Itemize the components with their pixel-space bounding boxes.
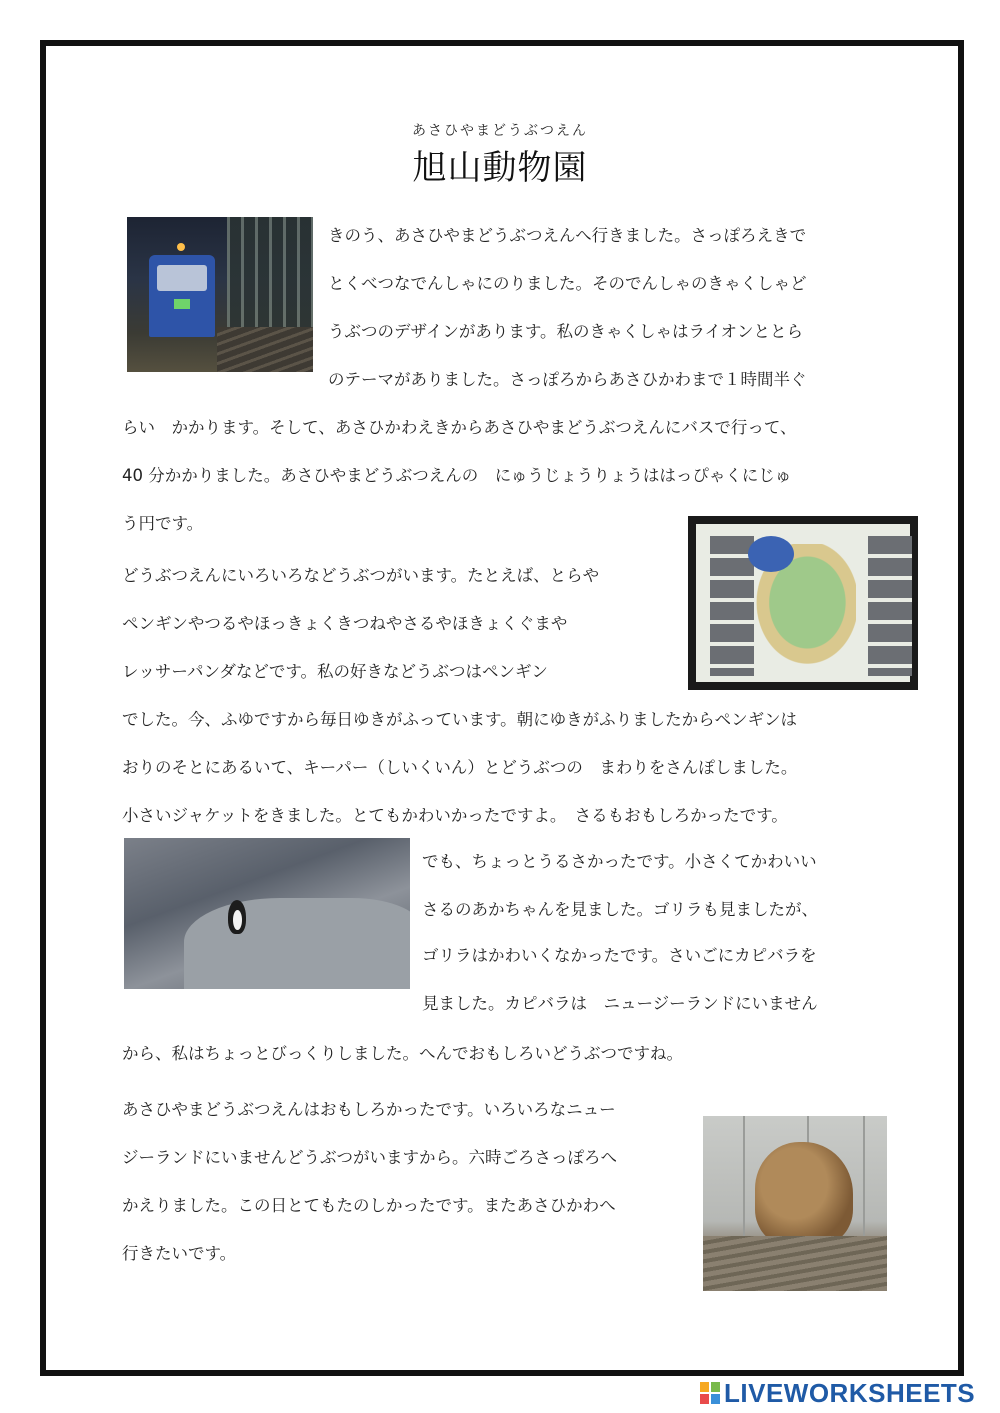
brand-icon (700, 1382, 720, 1404)
text-line: 見ました。カピバラは ニュージーランドにいません (422, 994, 818, 1013)
text-line: きのう、あさひやまどうぶつえんへ行きました。さっぽろえきで (328, 226, 807, 245)
text-line: でも、ちょっとうるさかったです。小さくてかわいい (422, 852, 817, 871)
text-line: らい かかります。そして、あさひかわえきからあさひやまどうぶつえんにバスで行って、 (122, 418, 797, 437)
liveworksheets-logo (700, 1378, 995, 1408)
train-photo (127, 217, 313, 372)
text-line: さるのあかちゃんを見ました。ゴリラも見ましたが、 (422, 900, 818, 919)
text-line: 行きたいです。 (122, 1244, 237, 1263)
text-line: かえりました。この日とてもたのしかったです。またあさひかわへ (122, 1196, 616, 1215)
text-line: う円です。 (122, 514, 204, 533)
text-line: どうぶつえんにいろいろなどうぶつがいます。たとえば、とらや (122, 566, 600, 585)
brand-name: LIVEWORKSHEETS (724, 1377, 976, 1408)
text-line: レッサーパンダなどです。私の好きなどうぶつはペンギン (122, 662, 548, 681)
text-line: ペンギンやつるやほっきょくきつねやさるやほきょくぐまや (122, 614, 568, 633)
penguin-photo (124, 838, 410, 989)
text-line: とくべつなでんしゃにのりました。そのでんしゃのきゃくしゃど (328, 274, 807, 293)
capybara-photo (703, 1116, 887, 1291)
text-line: あさひやまどうぶつえんはおもしろかったです。いろいろなニュー (122, 1100, 616, 1119)
text-line: ジーランドにいませんどうぶつがいますから。六時ごろさっぽろへ (122, 1148, 617, 1167)
zoo-map-photo (688, 516, 918, 690)
text-line: から、私はちょっとびっくりしました。へんでおもしろいどうぶつですね。 (122, 1044, 683, 1063)
text-line: おりのそとにあるいて、キーパー（しいくいん）とどうぶつの まわりをさんぽしました。 (122, 758, 798, 777)
text-line: ゴリラはかわいくなかったです。さいごにカピバラを (422, 946, 817, 965)
text-line: 小さいジャケットをきました。とてもかわいかったですよ。 さるもおもしろかったです。 (122, 806, 788, 825)
text-line: のテーマがありました。さっぽろからあさひかわまで１時間半ぐ (328, 370, 807, 389)
text-line: 40 分かかりました。あさひやまどうぶつえんの にゅうじょうりょうははっぴゃくにじゅ (122, 466, 792, 485)
page-title: 旭山動物園 (412, 148, 588, 188)
text-line: うぶつのデザインがあります。私のきゃくしゃはライオンととら (328, 322, 804, 341)
title-ruby: あさひやまどうぶつえん (412, 123, 588, 139)
text-line: でした。今、ふゆですから毎日ゆきがふっています。朝にゆきがふりましたからペンギンは (122, 710, 798, 729)
